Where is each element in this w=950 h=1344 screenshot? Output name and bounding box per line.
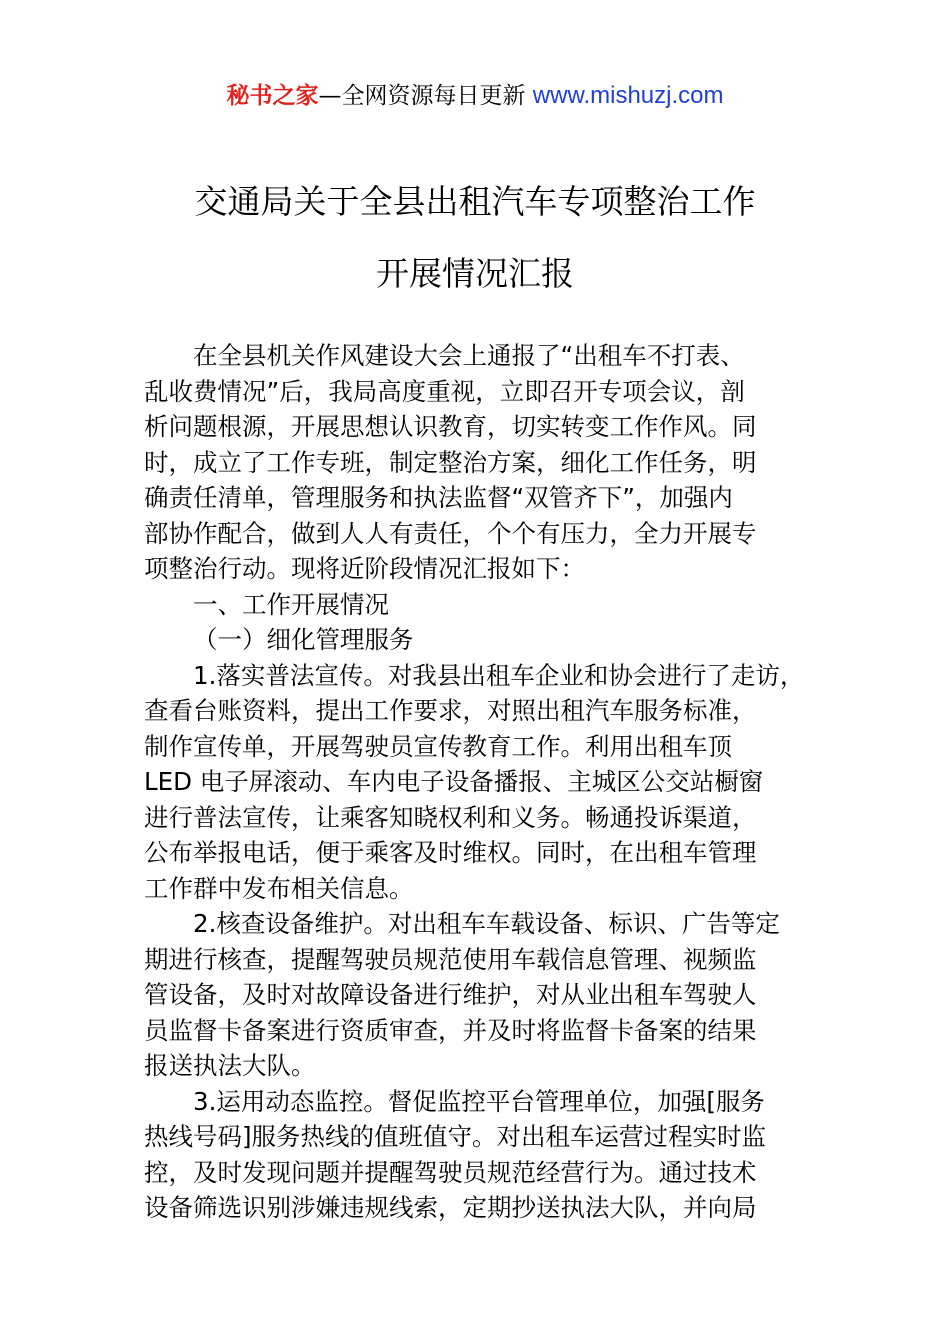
paragraph-line: 部协作配合，做到人人有责任，个个有压力，全力开展专 xyxy=(144,518,757,548)
paragraph-line: 时，成立了工作专班，制定整治方案，细化工作任务，明 xyxy=(144,447,757,477)
paragraph-line: 1.落实普法宣传。对我县出租车企业和协会进行了走访， xyxy=(193,660,805,690)
paragraph-line: 工作群中发布相关信息。 xyxy=(144,873,414,903)
document-title-line-1: 交通局关于全县出租汽车专项整治工作 xyxy=(194,182,756,221)
brand-name: 秘书之家 xyxy=(226,83,319,109)
paragraph-line: 2.核查设备维护。对出租车车载设备、标识、广告等定 xyxy=(193,909,780,938)
section-heading: 一、工作开展情况 xyxy=(193,589,389,619)
paragraph-line: 公布举报电话，便于乘客及时维权。同时，在出租车管理 xyxy=(144,838,757,867)
paragraph-line: 乱收费情况”后，我局高度重视，立即召开专项会议，剖 xyxy=(144,376,745,406)
site-header xyxy=(0,80,950,112)
paragraph-line: 期进行核查，提醒驾驶员规范使用车载信息管理、视频监 xyxy=(144,944,757,974)
header-tagline: —全网资源每日更新 xyxy=(318,83,533,109)
paragraph-line: 查看台账资料，提出工作要求，对照出租汽车服务标准， xyxy=(144,696,757,725)
paragraph-line: LED 电子屏滚动、车内电子设备播报、主城区公交站橱窗 xyxy=(144,767,764,796)
site-url-link[interactable]: www.mishuzj.com xyxy=(532,82,724,109)
paragraph-line: 制作宣传单，开展驾驶员宣传教育工作。利用出租车顶 xyxy=(144,731,732,761)
paragraph-line: 控，及时发现问题并提醒驾驶员规范经营行为。通过技术 xyxy=(144,1157,757,1187)
document-title-line-2: 开展情况汇报 xyxy=(376,254,574,293)
paragraph-line: 3.运用动态监控。督促监控平台管理单位，加强[服务 xyxy=(193,1086,765,1116)
subsection-heading: （一）细化管理服务 xyxy=(193,625,414,654)
paragraph-line: 确责任清单，管理服务和执法监督“双管齐下”，加强内 xyxy=(144,483,733,512)
paragraph-line: 在全县机关作风建设大会上通报了“出租车不打表、 xyxy=(193,341,745,370)
paragraph-line: 员监督卡备案进行资质审查，并及时将监督卡备案的结果 xyxy=(144,1015,757,1045)
paragraph-line: 析问题根源，开展思想认识教育，切实转变工作作风。同 xyxy=(144,412,757,441)
document-body xyxy=(144,338,824,1226)
paragraph-line: 管设备，及时对故障设备进行维护，对从业出租车驾驶人 xyxy=(144,980,757,1009)
paragraph-line: 设备筛选识别涉嫌违规线索，定期抄送执法大队，并向局 xyxy=(144,1193,757,1222)
paragraph-line: 热线号码]服务热线的值班值守。对出租车运营过程实时监 xyxy=(144,1122,767,1151)
paragraph-line: 报送执法大队。 xyxy=(144,1051,316,1080)
paragraph-line: 进行普法宣传，让乘客知晓权利和义务。畅通投诉渠道， xyxy=(144,802,757,832)
paragraph-line: 项整治行动。现将近阶段情况汇报如下： xyxy=(144,554,585,583)
